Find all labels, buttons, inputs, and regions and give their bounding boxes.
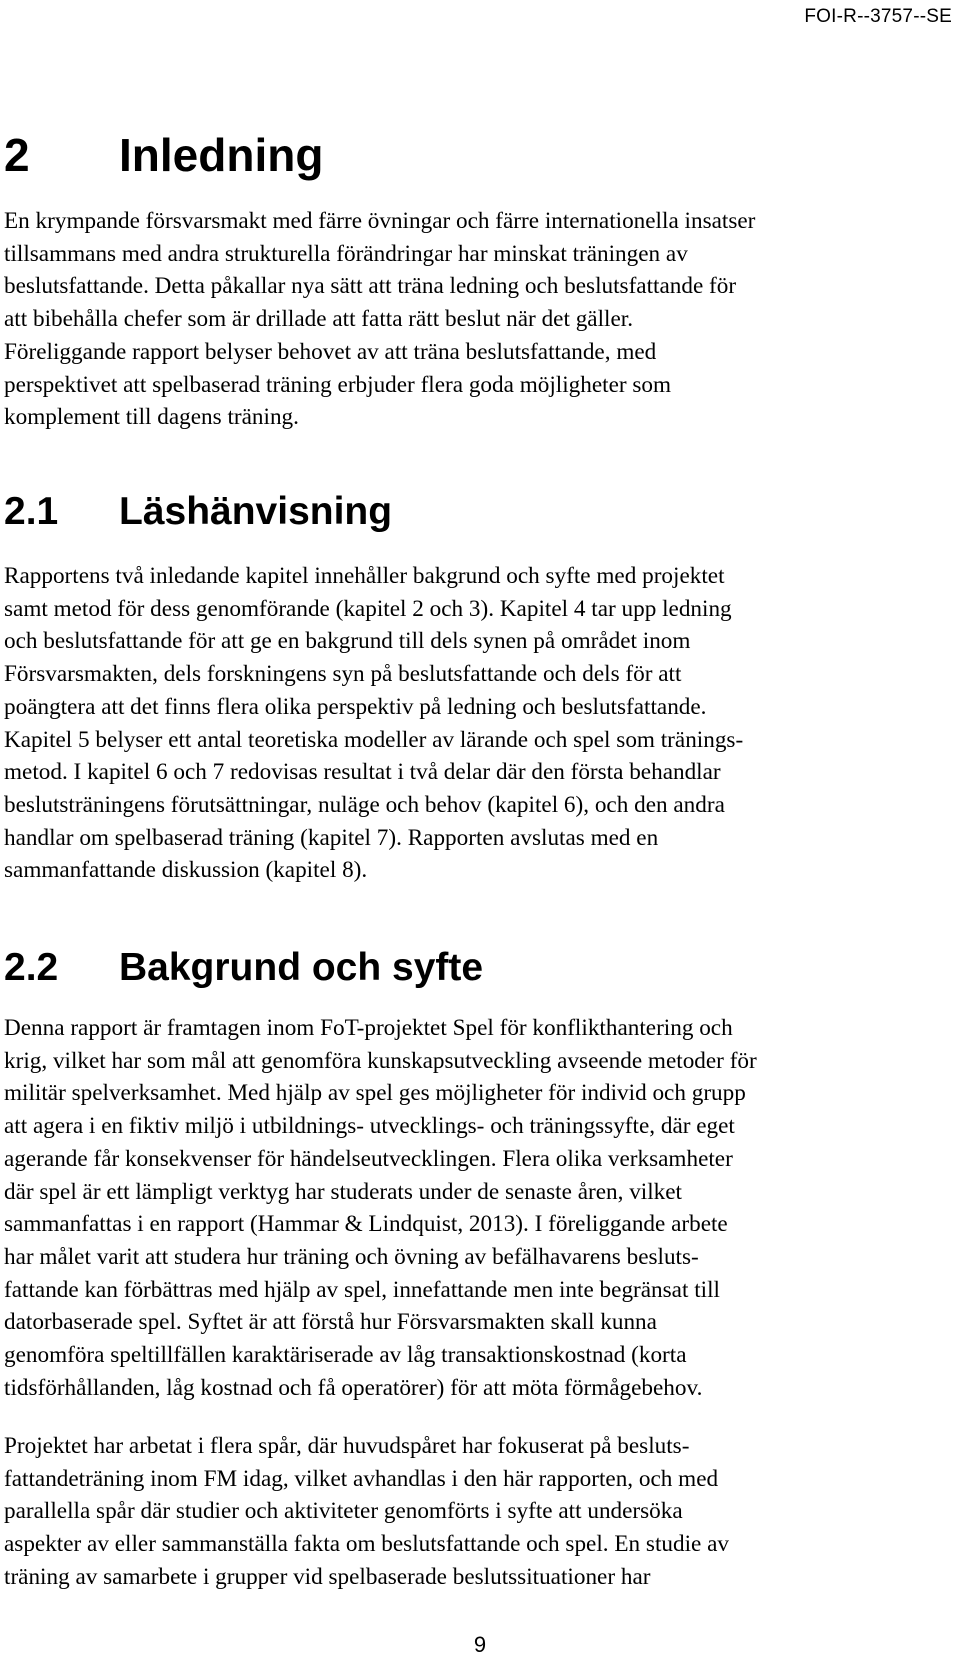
text-line: aspekter av eller sammanställa fakta om beslutsfattande och spel. En studie av xyxy=(4,1531,730,1558)
text-line: träning av samarbete i grupper vid spelbaserade beslutssituationer har xyxy=(4,1563,651,1590)
text-line: En krympande försvarsmakt med färre övningar och färre internationella insatser xyxy=(4,208,756,234)
background-paragraph xyxy=(4,1012,757,1404)
text-line: datorbaserade spel. Syftet är att förstå hur Försvarsmakten skall kunna xyxy=(4,1309,657,1336)
text-line: militär spelverksamhet. Med hjälp av spel ges möjligheter för individ och grupp xyxy=(4,1080,746,1107)
section-heading-background xyxy=(4,946,483,990)
text-line: tidsförhållanden, låg kostnad och få operatörer) för att möta förmågebehov. xyxy=(4,1374,703,1401)
page-number: 9 xyxy=(473,1632,487,1657)
text-line: att agera i en fiktiv miljö i utbildnings- utvecklings- och träningssyfte, där eget xyxy=(4,1113,735,1140)
text-line: fattandeträning inom FM idag, vilket avhandlas i den här rapporten, och med xyxy=(4,1465,719,1492)
text-line: samt metod för dess genomförande (kapitel 2 och 3). Kapitel 4 tar upp ledning xyxy=(4,595,732,622)
intro-paragraph xyxy=(4,205,755,434)
chapter-number: 2 xyxy=(4,129,30,181)
text-line: genomföra speltillfällen karaktäriserade av låg transaktionskostnad (korta xyxy=(4,1342,687,1369)
text-line: krig, vilket har som mål att genomföra kunskapsutveckling avseende metoder för xyxy=(4,1047,757,1074)
chapter-heading xyxy=(4,128,323,182)
section-heading-reading-guide xyxy=(4,490,392,534)
text-line: agerande får konsekvenser för händelseutvecklingen. Flera olika verksamheter xyxy=(4,1145,733,1172)
text-line: metod. I kapitel 6 och 7 redovisas resultat i två delar där den första behandlar xyxy=(4,759,721,786)
section-title: Läshänvisning xyxy=(119,490,393,533)
text-line: sammanfattas i en rapport (Hammar & Lindquist, 2013). I föreliggande arbete xyxy=(4,1211,728,1238)
project-paragraph xyxy=(4,1430,729,1594)
text-line: komplement till dagens träning. xyxy=(4,404,299,431)
text-line: och beslutsfattande för att ge en bakgrund till dels synen på området inom xyxy=(4,628,691,655)
text-line: Föreliggande rapport belyser behovet av att träna beslutsfattande, med xyxy=(4,338,657,365)
text-line: har målet varit att studera hur träning och övning av befälhavarens besluts- xyxy=(4,1243,699,1270)
text-line: tillsammans med andra strukturella förändringar har minskat träningen av xyxy=(4,240,688,267)
chapter-title: Inledning xyxy=(119,129,324,181)
text-line: beslutsfattande. Detta påkallar nya sätt att träna ledning och beslutsfattande för xyxy=(4,273,737,300)
text-line: handlar om spelbaserad träning (kapitel 7). Rapporten avslutas med en xyxy=(4,824,659,851)
section-title: Bakgrund och syfte xyxy=(119,946,484,989)
report-id: FOI-R--3757--SE xyxy=(804,6,952,27)
text-line: poängtera att det finns flera olika perspektiv på ledning och beslutsfattande. xyxy=(4,693,707,720)
text-line: Denna rapport är framtagen inom FoT-projektet Spel för konflikthantering och xyxy=(4,1015,733,1041)
section-number: 2.1 xyxy=(4,490,59,533)
text-line: Projektet har arbetat i flera spår, där huvudspåret har fokuserat på besluts- xyxy=(4,1433,690,1459)
section-number: 2.2 xyxy=(4,946,59,989)
reading-guide-paragraph xyxy=(4,560,743,887)
text-line: Rapportens två inledande kapitel innehåller bakgrund och syfte med projektet xyxy=(4,563,725,589)
text-line: där spel är ett lämpligt verktyg har studerats under de senaste åren, vilket xyxy=(4,1178,682,1205)
text-line: sammanfattande diskussion (kapitel 8). xyxy=(4,857,368,884)
text-line: parallella spår där studier och aktiviteter genomförts i syfte att undersöka xyxy=(4,1498,683,1525)
text-line: perspektivet att spelbaserad träning erbjuder flera goda möjligheter som xyxy=(4,371,672,398)
text-line: att bibehålla chefer som är drillade att fatta rätt beslut när det gäller. xyxy=(4,306,634,333)
text-line: Kapitel 5 belyser ett antal teoretiska modeller av lärande och spel som tränings- xyxy=(4,726,744,753)
text-line: beslutsträningens förutsättningar, nuläge och behov (kapitel 6), och den andra xyxy=(4,791,725,818)
text-line: fattande kan förbättras med hjälp av spel, innefattande men inte begränsat till xyxy=(4,1276,720,1303)
text-line: Försvarsmakten, dels forskningens syn på beslutsfattande och dels för att xyxy=(4,661,682,688)
